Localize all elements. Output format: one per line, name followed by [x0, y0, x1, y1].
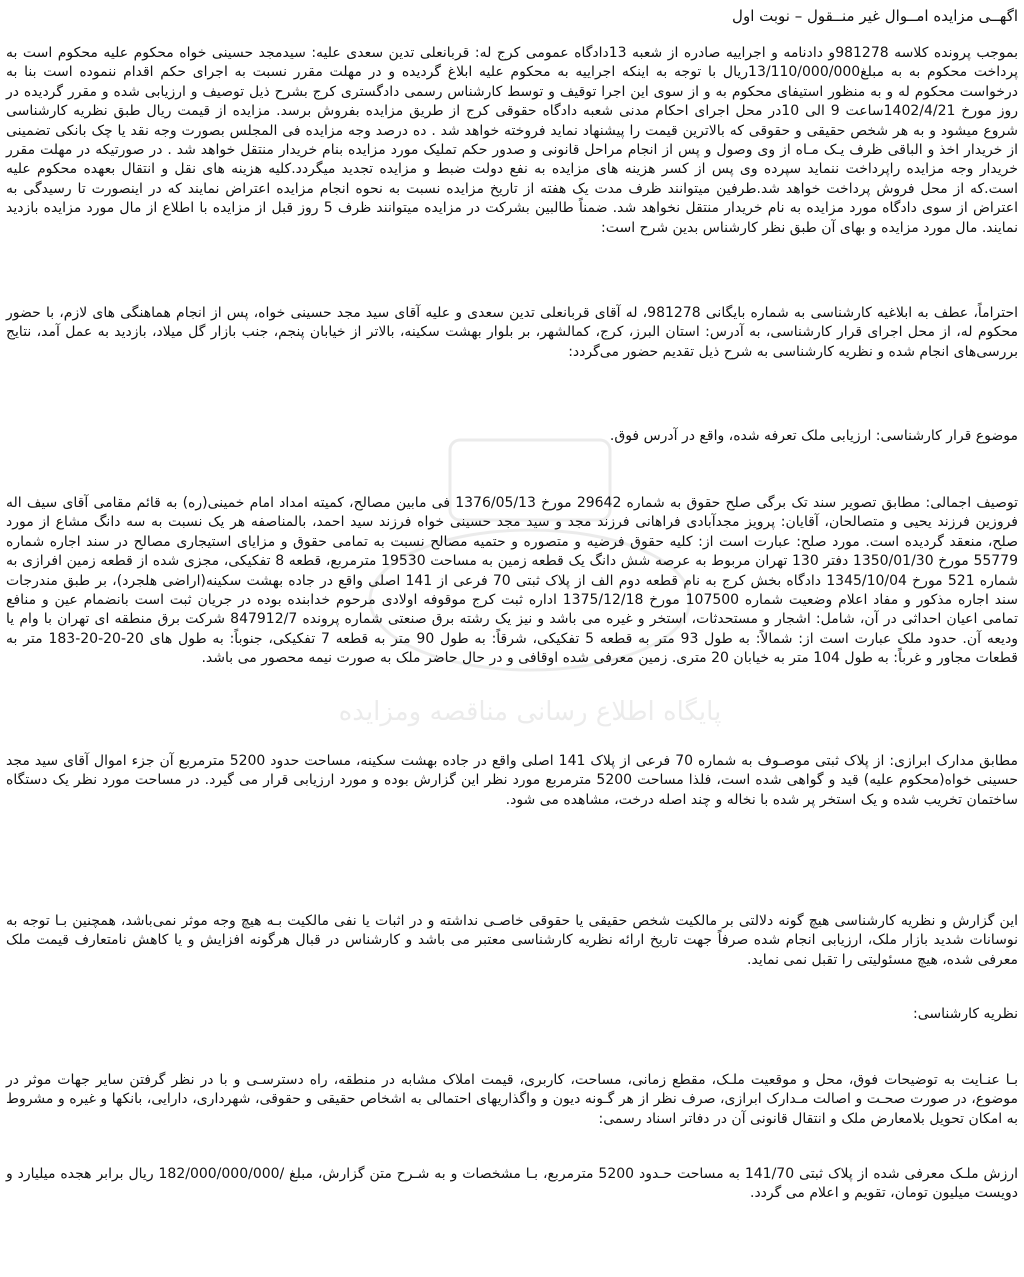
- respect-paragraph: احتراماً، عطف به ابلاغیه کارشناسی به شماره بایگانی 981278، له آقای قربانعلی تدین سعدی و علیه آقای سید مجد حسینی خواه، پس از انجام هماهنگی های لازم، با حضور محکوم له، از محل اجرای قرار کارشناسی، به آدرس: استان البرز، کرج، کمالشهر، بر بلوار بهشت سکینه، بالاتر از خیابان پنجم، جنب بازار گل میلاد، بازدید به عمل آمد، نتایج بررسی‌های انجام شده و نظریه کارشناسی به شرح ذیل تقدیم حضور می‌گردد:: [6, 305, 1018, 360]
- valuation-paragraph: ارزش ملـک معرفی شده از پلاک ثبتی 141/70 به مساحت حـدود 5200 مترمربع، بـا مشخصات و به شـرح متن گزارش، مبلغ /182/000/000/000 ریال برابر هجده میلیارد و دویست میلیون تومان، تقویم و اعلام می گردد.: [6, 1166, 1018, 1202]
- subject-paragraph: موضوع قرار کارشناسی: ارزیابی ملک تعرفه شده، واقع در آدرس فوق.: [609, 428, 1018, 444]
- disclaimer-paragraph: این گزارش و نظریه کارشناسی هیچ گونه دلالتی بر مالکیت شخص حقیقی یا حقوقی خاصـی نداشته و در اثبات یا نفی مالکیت بـه هیچ وجه موثر نمی‌باشد، همچنین بـا توجه به نوسانات شدید بازار ملک، ارزیابی انجام شده صرفاً جهت تاریخ ارائه نظریه کارشناسی معتبر می باشد و کارشناس در قبال هرگونه افزایش و یا کاهش نامتعارف قیمت ملک معرفی شده، هیچ مسئولیتی را تقبل نمی نماید.: [6, 913, 1018, 968]
- summary-paragraph: توصیف اجمالی: مطابق تصویر سند تک برگی صلح حقوق به شماره 29642 مورخ 1376/05/13 فی مابین مصالح، کمیته امداد امام خمینی(ره) به قائم مقامی آقای سیف اله فروزین فرزند یحیی و متصالحان، آقایان: پرویز مجدآبادی فراهانی فرزند مجد و سید مجد حسینی خواه فرزند سید احمد، بالمناصفه هر یک نسبت به سه دانگ مشاع از مورد صلح، منعقد گردیده است. مورد صلح: عبارت است از: کلیه حقوق فرضیه و متصوره و حتمیه مصالح نسبت به تمامی حقوق و مزایای استیجاری مصالح در سند اجاره شماره 55779 مورخ 1350/01/30 دفتر 130 تهران مربوط به عرصه شش دانگ یک قطعه زمین به مساحت 19530 مترمربع، قطعه 8 تفکیکی، مجزی شده از قطعه زمین افرازی به شماره 521 مورخ 1345/10/04 دادگاه بخش کرج به نام قطعه دوم الف از پلاک ثبتی 70 فرعی از 141 اصلی واقع در جاده بهشت سکینه(اراضی هلجرد)، بر طبق مندرجات سند اجاره مذکور و مفاد اعلام وضعیت شماره 107500 مورخ 1375/12/18 اداره ثبت کرج موقوفه اولادی مرحوم خدابنده بوده در جریان ثبت است بانضمام عین و منافع تمامی اعیان احداثی در آن، شامل: اشجار و مستحدثات، استخر و غیره می باشد و نیز یک رشته برق صنعتی شماره پرونده 847912/7 شرکت برق منطقه ای تهران با وام یا ودیعه آن. حدود ملک عبارت است از: شمالاً: به طول 93 متر به قطعه 5 تفکیکی، شرقاً: به طول 90 متر به قطعه 7 تفکیکی، جنوباً: به طول های 20-20-20-183 متر به قطعات مجاور و غرباً: به طول 104 متر به خیابان 20 متری. زمین معرفی شده اوقافی و در حال حاضر ملک به صورت نیمه محصور می باشد.: [6, 495, 1019, 667]
- documents-paragraph: مطابق مدارک ابرازی: از پلاک ثبتی موصـوف به شماره 70 فرعی از پلاک 141 اصلی واقع در جاده بهشت سکینه، مساحت حدود 5200 مترمربع آن جزء اموال آقای سید مجد حسینی خواه(محکوم علیه) قید و گواهی شده است، فلذا مساحت 5200 مترمربع مورد نظر این گزارش بوده و مورد ارزیابی قرار می گیرد. در مساحت مورد نظر یک دستگاه ساختمان تخریب شده و یک استخر پر شده با نخاله و چند اصله درخت، مشاهده می شود.: [6, 753, 1018, 808]
- opinion-paragraph: بـا عنـایت به توضیحات فوق، محل و موقعیت ملـک، مقطع زمانی، مساحت، کاربری، قیمت املاک مشابه در منطقه، راه دسترسـی و با در نظر گرفتن سایر جهات موثر در موضوع، در صورت صحـت و اصالت مـدارک ابرازی، صرف نظر از هر گـونه دیون و واگذاریهای احتمالی به اشخاص حقیقی و حقوقی، شهرداری، دارایی، بانکها و غیره و مشروط به امکان تحویل بلامعارض ملک و انتقال قانونی آن در دفاتر اسناد رسمی:: [6, 1072, 1018, 1127]
- watermark-text: پایگاه اطلاع رسانی مناقصه ومزایده: [338, 697, 722, 727]
- notice-title: اگهــی مزایده امــوال غیر منــقول – نوبت اول: [732, 7, 1018, 25]
- opinion-heading: نظریه کارشناسی:: [913, 1006, 1018, 1022]
- intro-paragraph: بموجب پرونده کلاسه 981278و دادنامه و اجراییه صادره از شعبه 13دادگاه عمومی کرج له: قربانعلی تدین سعدی علیه: سیدمجد حسینی خواه محکوم علیه محکوم است به پرداخت محکوم به به مبلغ13/110/000/000ریال با توجه به اینکه اجراییه به محکوم علیه ابلاغ گردیده و در مهلت مقرر نسبت به اجرای حکم اقدام ننموده است بنا به درخواست محکوم له و به منظور استیفای محکوم به و از سوی این اجرا توقیف و توسط کارشناس رسمی دادگستری کرج بشرح ذیل توصیف و ارزیابی شده و مقرر گردیده در روز مورخ 1402/4/21ساعت 9 الی 10در محل اجرای احکام مدنی شعبه دادگاه حقوقی کرج از طریق مزایده بفروش برسد. مزایده از قیمت ریال طبق نظریه کارشناسی شروع میشود و به هر شخص حقیقی و حقوقی که بالاترین قیمت را پیشنهاد نماید فروخته خواهد شد . ده درصد وجه مزایده فی المجلس بصورت وجه نقد یا چک بانکی تضمینی از خریدار اخذ و الباقی ظرف یـک مـاه از وی وصول و پس از انجام مراحل قانونی و صدور حکم تملیک مورد مزایده بنام خریدار منتقل خواهد شد . در صورتیکه در مهلت مقرر خریدار وجه مزایده راپرداخت ننماید سپرده وی پس از کسر هزینه های مزایده به نفع دولت ضبط و مزایده تجدید میگردد.کلیه هزینه های نقل و انتقال بعهده محکوم علیه است.که از محل فروش پرداخت خواهد شد.طرفین میتوانند ظرف مدت یک هفته از تاریخ مزایده نسبت به نحوه انجام مزایده اعتراض نمایند که در اینصورت تا رسیدگی به اعتراض از سوی دادگاه مورد مزایده به نام خریدار منتقل نخواهد شد. ضمناً طالبین بشرکت در مزایده میتوانند ظرف 5 روز قبل از مزایده با اطلاع از مال مورد مزایده بازدید نمایند. مال مورد مزایده و بهای آن طبق نظر کارشناس بدین شرح است:: [6, 45, 1018, 236]
